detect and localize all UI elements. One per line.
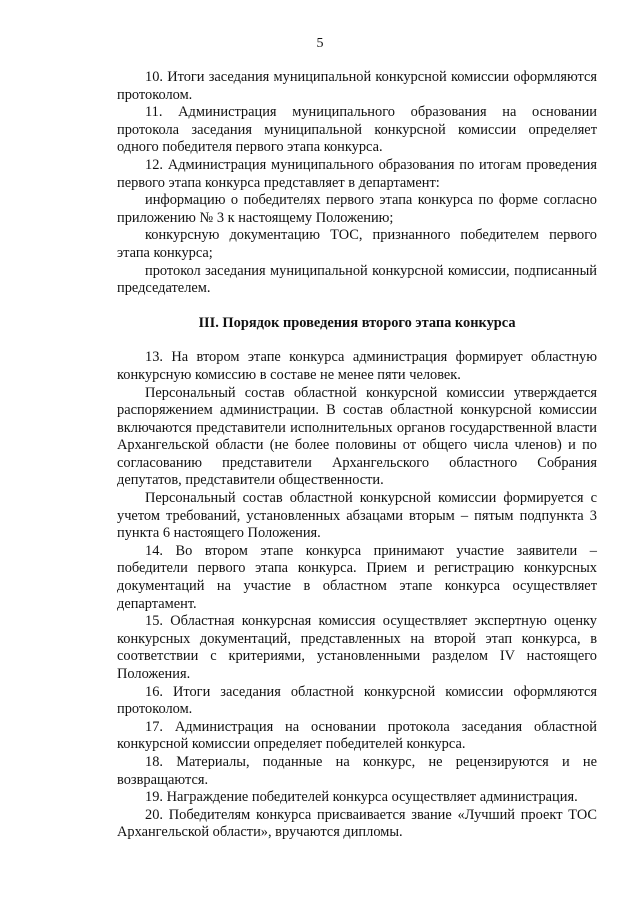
paragraph-11: 11. Администрация муниципального образования на основании протокола заседания муниципальной конкурсной комиссии определяет одного победителя первого этапа конкурса. — [117, 104, 597, 156]
paragraph-16: 16. Итоги заседания областной конкурсной комиссии оформляются протоколом. — [117, 683, 597, 718]
paragraph-15: 15. Областная конкурсная комиссия осуществляет экспертную оценку конкурсных документаций, представленных на второй этап конкурса, в соответствии с критериями, установленными разделом IV настоящего Положения. — [117, 613, 597, 682]
paragraph-17: 17. Администрация на основании протокола заседания областной конкурсной комиссии определяет победителей конкурса. — [117, 718, 597, 753]
paragraph-13-composition: Персональный состав областной конкурсной комиссии утверждается распоряжением администрации. В состав областной конкурсной комиссии включаются представители исполнительных органов государственной власти Архангельской области (не более половины от общего числа членов) и по согласованию представители Архангельского областного Собрания депутатов, представители общественности. — [117, 384, 597, 489]
paragraph-13-requirements: Персональный состав областной конкурсной комиссии формируется с учетом требований, установленных абзацами вторым – пятым подпункта 3 пункта 6 настоящего Положения. — [117, 490, 597, 542]
paragraph-12-item-2: конкурсную документацию ТОС, признанного победителем первого этапа конкурса; — [117, 227, 597, 261]
paragraph-12-item-3: протокол заседания муниципальной конкурсной комиссии, подписанный председателем. — [117, 262, 597, 297]
paragraph-12: 12. Администрация муниципального образования по итогам проведения первого этапа конкурса представляет в департамент: — [117, 156, 597, 191]
document-body — [117, 69, 597, 842]
paragraph-19: 19. Награждение победителей конкурса осуществляет администрация. — [145, 789, 578, 806]
paragraph-12-item-1: информацию о победителях первого этапа конкурса по форме согласно приложению № 3 к настоящему Положению; — [117, 192, 597, 226]
paragraph-13: 13. На втором этапе конкурса администрация формирует областную конкурсную комиссию в составе не менее пяти человек. — [117, 349, 597, 383]
page-number: 5 — [316, 36, 324, 51]
paragraph-20: 20. Победителям конкурса присваивается звание «Лучший проект ТОС Архангельской области», вручаются дипломы. — [117, 806, 597, 841]
section-heading: III. Порядок проведения второго этапа конкурса — [198, 314, 516, 331]
paragraph-10: 10. Итоги заседания муниципальной конкурсной комиссии оформляются протоколом. — [117, 69, 597, 103]
paragraph-18: 18. Материалы, поданные на конкурс, не рецензируются и не возвращаются. — [117, 753, 597, 788]
paragraph-14: 14. Во втором этапе конкурса принимают участие заявители – победители первого этапа конкурса. Прием и регистрацию конкурсных документаций на участие в областном этапе конкурса осуществляет департамент. — [117, 542, 597, 612]
